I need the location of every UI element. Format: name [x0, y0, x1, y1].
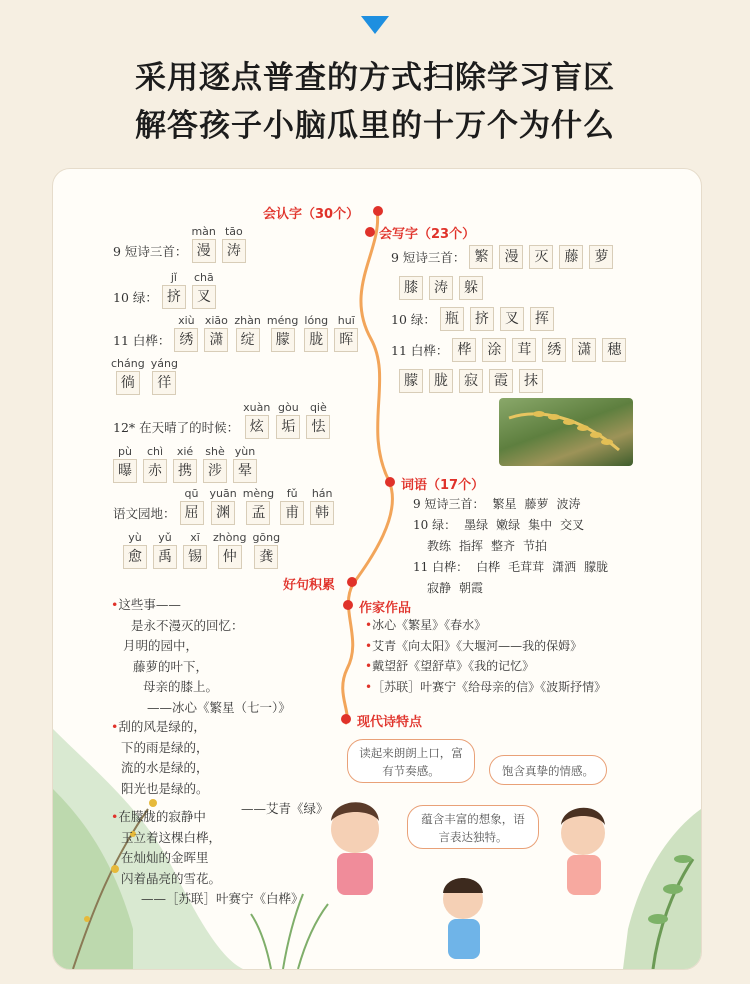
read-row-7: 语文园地： qū 屈 yuān 渊 mèng 孟 fǔ 甫 hán 韩	[113, 487, 340, 525]
poem-1: •这些事—— 是永不漫灭的回忆： 月明的园中， 藤萝的叶下， 母亲的膝上。 ——冰心《繁星（七一）》	[111, 597, 291, 715]
write-row-2: 膝 涛 躲	[399, 276, 489, 300]
read-row-3: 11 白桦： xiù 绣 xiāo 潇 zhàn 绽 méng 朦 lóng 胧 huī 晖	[113, 314, 364, 352]
words-list: 9 短诗三首： 繁星 藤萝 波涛 10 绿： 墨绿 嫩绿 集中 交叉 教练 指挥 整齐 节拍 11 白桦： 白桦 毛茸茸 潇洒 朦胧 寂静 朝霞	[413, 497, 609, 595]
poem-2: •刮的风是绿的， 下的雨是绿的， 流的水是绿的， 阳光也是绿的。 ——艾青《绿》	[111, 719, 329, 816]
timeline-dot	[385, 477, 395, 487]
speech-bubble-emotion: 饱含真挚的情感。	[489, 755, 607, 785]
works-list: •冰心《繁星》《春水》 •艾青《向太阳》《大堰河——我的保姆》 •戴望舒《望舒草》《我的记忆》 •［苏联］叶赛宁《给母亲的信》《波斯抒情》	[365, 618, 607, 694]
rice-ear-icon	[499, 398, 633, 466]
timeline-dot	[373, 206, 383, 216]
read-row-5: 12* 在天晴了的时候： xuàn 炫 gòu 垢 qiè 怯	[113, 401, 336, 439]
timeline-dot	[341, 714, 351, 724]
read-row-8: yù 愈 yǔ 禹 xī 锡 zhòng 仲 gōng 龚	[123, 531, 286, 569]
heading-features: 现代诗特点	[357, 715, 423, 730]
read-row-6: pù 曝 chì 赤 xié 携 shè 涉 yùn 晕	[113, 445, 263, 483]
write-row-1: 9 短诗三首： 繁 漫 灭 藤 萝	[391, 245, 619, 269]
headline-1: 采用逐点普查的方式扫除学习盲区	[135, 60, 615, 96]
timeline-dot	[365, 227, 375, 237]
speech-bubble-imagination: 蕴含丰富的想象，语言表达独特。	[407, 805, 539, 849]
heading-works: 作家作品	[359, 601, 412, 616]
heading-read-chars: 会认字（30个）	[263, 207, 360, 222]
down-arrow-icon	[361, 16, 389, 34]
knowledge-map-card	[52, 168, 702, 970]
heading-write-chars: 会写字（23个）	[379, 227, 476, 242]
read-row-2: 10 绿： jǐ 挤 chā 叉	[113, 271, 222, 309]
speech-bubble-rhythm: 读起来朗朗上口，富有节奏感。	[347, 739, 475, 783]
write-row-5: 朦 胧 寂 霞 抹	[399, 369, 549, 393]
write-row-4: 11 白桦： 桦 涂 茸 绣 潇 穗	[391, 338, 632, 362]
plant-illustration-right	[623, 809, 701, 969]
timeline-dot	[347, 577, 357, 587]
headline-2: 解答孩子小脑瓜里的十万个为什么	[135, 108, 615, 144]
poem-3: •在朦胧的寂静中 玉立着这棵白桦， 在灿灿的金晖里 闪着晶亮的雪花。 ——［苏联］叶赛宁《白桦》	[111, 809, 304, 906]
heading-words: 词语（17个）	[401, 478, 485, 493]
heading-sentences: 好句积累	[283, 578, 336, 593]
read-row-4: cháng 徜 yáng 徉	[111, 357, 184, 395]
write-row-3: 10 绿： 瓶 挤 叉 挥	[391, 307, 560, 331]
rice-photo	[499, 398, 633, 466]
timeline-dot	[343, 600, 353, 610]
read-row-1: 9 短诗三首： màn 漫 tāo 涛	[113, 225, 252, 263]
